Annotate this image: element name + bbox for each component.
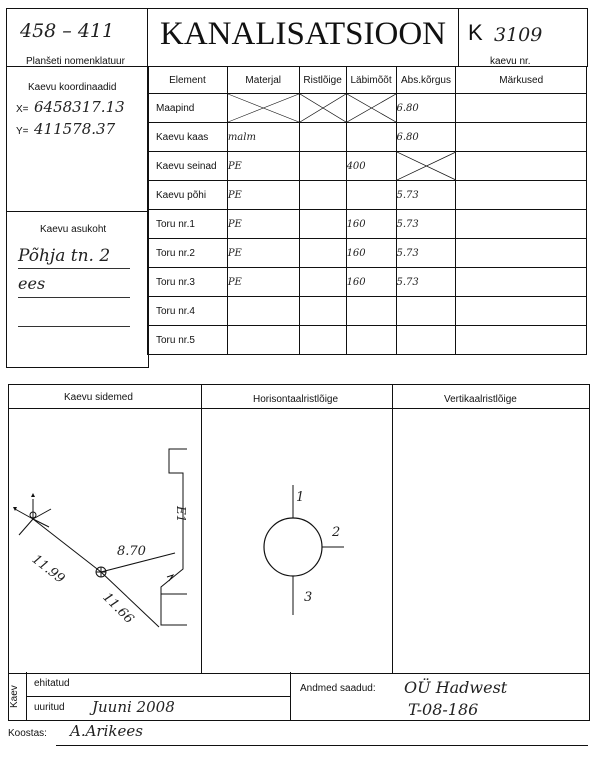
table-row [148, 239, 587, 268]
row-materjal: PE [227, 210, 299, 239]
ehitatud-label: ehitatud [34, 678, 70, 689]
row-materjal: malm [227, 123, 299, 152]
andmed-line1: OÜ Hadwest [404, 678, 508, 697]
row-markused [456, 181, 587, 210]
row-abs: 5.73 [396, 268, 456, 297]
dim-label-1: 11.99 [28, 552, 68, 587]
dim-label-2: 8.70 [117, 544, 146, 559]
sidemed-sketch [9, 409, 201, 672]
header-divider-1 [147, 8, 148, 66]
asukoht-rule-1 [18, 268, 130, 269]
row-element: Kaevu kaas [148, 123, 228, 152]
asukoht-line1: Põhja tn. 2 [18, 246, 111, 266]
row-abs: 5.73 [396, 210, 456, 239]
row-ristloige [299, 210, 346, 239]
asukoht-line2: ees [18, 274, 46, 293]
asukoht-rule-3 [18, 326, 130, 327]
row-labimoot: 160 [346, 239, 396, 268]
row-abs: 5.73 [396, 181, 456, 210]
page-title: KANALISATSIOON [160, 16, 446, 52]
row-labimoot: 400 [346, 152, 396, 181]
col-header-ristloige: Ristlõige [299, 67, 346, 94]
footer-mid-divider [290, 672, 291, 720]
table-row [148, 268, 587, 297]
col-header-markused: Märkused [456, 67, 587, 94]
row-labimoot: 160 [346, 210, 396, 239]
row-ristloige [299, 123, 346, 152]
x-value: 6458317.13 [34, 98, 125, 116]
row-labimoot [346, 123, 396, 152]
header-divider-2 [458, 8, 459, 66]
table-row [148, 94, 587, 123]
koostas-label: Koostas: [8, 728, 47, 739]
row-labimoot: 160 [346, 268, 396, 297]
cross-cell [299, 94, 346, 123]
row-materjal: PE [227, 268, 299, 297]
pipe-label-2: 2 [332, 525, 341, 540]
andmed-line2: T-08-186 [408, 700, 479, 719]
row-materjal: PE [227, 152, 299, 181]
row-element: Toru nr.1 [148, 210, 228, 239]
sketch-divider-2 [392, 384, 393, 673]
row-abs [396, 326, 456, 355]
row-abs [396, 297, 456, 326]
row-element: Toru nr.5 [148, 326, 228, 355]
row-ristloige [299, 297, 346, 326]
row-element: Toru nr.4 [148, 297, 228, 326]
row-markused [456, 210, 587, 239]
row-materjal [227, 326, 299, 355]
well-cross-section [264, 518, 322, 576]
row-ristloige [299, 181, 346, 210]
nomenklatuur-label: Planšeti nomenklatuur [26, 56, 125, 67]
uuritud-label: uuritud [34, 702, 65, 713]
footer-row-rule [26, 696, 290, 697]
table-row [148, 326, 587, 355]
horisontaal-label: Horisontaalristlõige [253, 394, 339, 405]
row-element: Kaevu põhi [148, 181, 228, 210]
row-markused [456, 268, 587, 297]
cross-cell [396, 152, 456, 181]
row-ristloige [299, 152, 346, 181]
row-element: Toru nr.2 [148, 239, 228, 268]
table-row [148, 181, 587, 210]
table-row [148, 297, 587, 326]
x-label: X= [16, 104, 29, 115]
asukoht-rule-2 [18, 297, 130, 298]
table-row [148, 210, 587, 239]
row-markused [456, 239, 587, 268]
row-materjal: PE [227, 181, 299, 210]
asukoht-label: Kaevu asukoht [40, 224, 107, 235]
row-materjal [227, 297, 299, 326]
table-header-row [148, 67, 587, 94]
row-ristloige [299, 268, 346, 297]
row-element: Toru nr.3 [148, 268, 228, 297]
uuritud-value: Juuni 2008 [92, 698, 175, 716]
table-row [148, 152, 587, 181]
vertikaal-label: Vertikaalristlõige [444, 394, 517, 405]
koostas-value: A.Arikees [70, 722, 143, 740]
building-outline [161, 449, 187, 625]
row-abs: 6.80 [396, 123, 456, 152]
kaev-label: Kaev [9, 685, 20, 708]
kaevu-prefix: K [468, 20, 483, 45]
koostas-rule [56, 745, 588, 746]
row-abs: 5.73 [396, 239, 456, 268]
row-element: Kaevu seinad [148, 152, 228, 181]
koordinaadid-label: Kaevu koordinaadid [28, 82, 117, 93]
dim-label-3: 11.66 [99, 590, 137, 627]
row-ristloige [299, 326, 346, 355]
row-element: Maapind [148, 94, 228, 123]
left-panel-divider [6, 211, 148, 212]
pipe-label-3: 3 [304, 590, 313, 605]
row-markused [456, 152, 587, 181]
col-header-materjal: Materjal [227, 67, 299, 94]
cross-cell [346, 94, 396, 123]
cross-cell [227, 94, 299, 123]
col-header-abs: Abs.kõrgus [396, 67, 456, 94]
row-markused [456, 326, 587, 355]
col-header-labimoot: Läbimõõt [346, 67, 396, 94]
y-value: 411578.37 [34, 120, 116, 138]
row-labimoot [346, 181, 396, 210]
col-header-element: Element [148, 67, 228, 94]
row-ristloige [299, 239, 346, 268]
row-markused [456, 94, 587, 123]
kaev-table [147, 66, 587, 355]
nomenklatuur-value: 458 – 411 [20, 20, 115, 42]
kaevu-label: kaevu nr. [490, 56, 531, 67]
row-markused [456, 297, 587, 326]
table-row [148, 123, 587, 152]
row-labimoot [346, 326, 396, 355]
sidemed-label: Kaevu sidemed [64, 392, 133, 403]
kaevu-value: 3109 [494, 24, 543, 46]
building-label: E1 [174, 506, 188, 523]
row-abs: 6.80 [396, 94, 456, 123]
row-labimoot [346, 297, 396, 326]
horisontaal-sketch [202, 409, 392, 672]
andmed-label: Andmed saadud: [300, 683, 376, 694]
y-label: Y= [16, 126, 29, 137]
row-materjal: PE [227, 239, 299, 268]
pipe-label-1: 1 [296, 490, 305, 505]
row-markused [456, 123, 587, 152]
